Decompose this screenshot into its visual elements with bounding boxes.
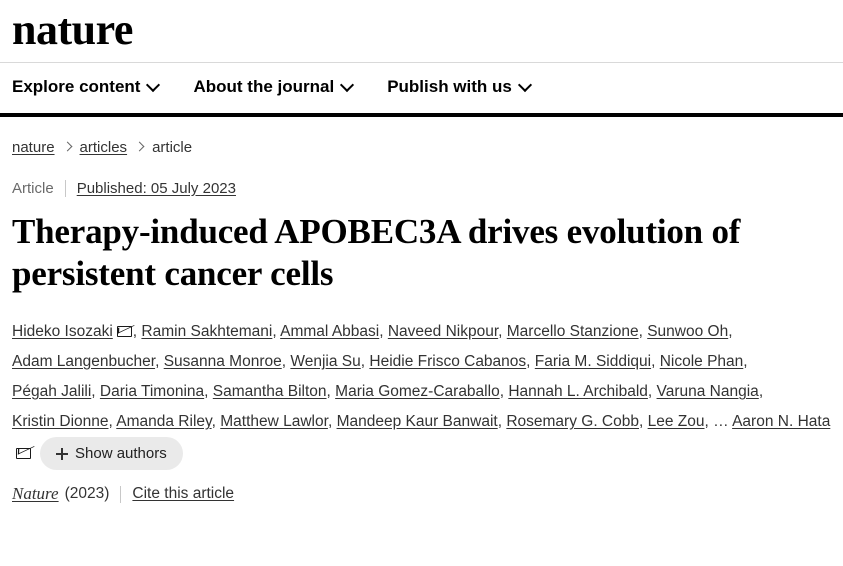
page-title: Therapy-induced APOBEC3A drives evolution of persistent cancer cells xyxy=(12,212,741,293)
cite-this-article-link[interactable]: Cite this article xyxy=(132,485,235,502)
author-link[interactable]: Amanda Riley xyxy=(116,413,212,430)
journal-year: (2023) xyxy=(64,485,110,502)
author-link[interactable]: Kristin Dionne xyxy=(12,413,109,430)
chevron-right-icon xyxy=(62,142,72,152)
author-link[interactable]: Maria Gomez-Caraballo xyxy=(335,383,500,400)
authors-ellipsis: … xyxy=(713,413,729,430)
author-link[interactable]: Pégah Jalili xyxy=(12,383,92,400)
published-date-link[interactable]: Published: 05 July 2023 xyxy=(76,180,236,197)
article-type-label: Article xyxy=(12,180,54,197)
breadcrumb-item-article: article xyxy=(152,139,193,156)
author-link[interactable]: Daria Timonina xyxy=(99,383,205,400)
chevron-down-icon xyxy=(148,80,159,91)
nav-item-about-the-journal[interactable] xyxy=(193,77,353,97)
main-navigation xyxy=(0,63,843,117)
author-link[interactable]: Heidie Frisco Cabanos xyxy=(369,353,527,370)
breadcrumb-item-articles[interactable]: articles xyxy=(79,139,128,156)
author-link[interactable]: Lee Zou xyxy=(647,413,705,430)
meta-divider xyxy=(65,180,66,197)
author-link[interactable]: Faria M. Siddiqui xyxy=(534,353,652,370)
author-link[interactable]: Varuna Nangia xyxy=(656,383,759,400)
chevron-down-icon xyxy=(342,80,353,91)
nature-logo[interactable]: nature xyxy=(12,5,133,54)
article-content xyxy=(0,117,843,504)
nav-item-publish-with-us[interactable] xyxy=(387,77,531,97)
chevron-down-icon xyxy=(520,80,531,91)
journal-name-link[interactable]: Nature xyxy=(12,484,59,503)
author-link[interactable]: Marcello Stanzione xyxy=(506,323,639,340)
journal-divider xyxy=(120,486,121,503)
show-authors-button[interactable] xyxy=(40,437,183,470)
author-link[interactable]: Rosemary G. Cobb xyxy=(506,413,639,430)
author-link[interactable]: Nicole Phan xyxy=(659,353,744,370)
envelope-icon[interactable] xyxy=(16,448,31,459)
author-link[interactable]: Adam Langenbucher xyxy=(12,353,156,370)
nav-item-explore-content[interactable] xyxy=(12,77,159,97)
author-link-last[interactable]: Aaron N. Hata xyxy=(732,413,831,430)
author-link[interactable]: Naveed Nikpour xyxy=(387,323,499,340)
nav-item-label: Explore content xyxy=(12,77,141,96)
masthead xyxy=(0,0,843,63)
author-link[interactable]: Wenjia Su xyxy=(290,353,361,370)
envelope-icon[interactable] xyxy=(117,326,132,337)
author-link[interactable]: Samantha Bilton xyxy=(212,383,327,400)
author-list: Hideko Isozaki , Ramin Sakhtemani, Ammal Abbasi, Naveed Nikpour, Marcello Stanzione, Sunwoo Oh, Adam Langenbucher, Susanna Monroe, Wenjia Su, Heidie Frisco Cabanos, Faria M. Siddiqui, Nicole Phan, Pégah Jalili, Daria Timonina, Samantha Bilton, Maria Gomez-Caraballo, Hannah L. Archibald, Varuna Nangia, Kristin Dionne, Amanda Riley, Matthew Lawlor, Mandeep Kaur Banwait, Rosemary G. Cobb, Lee Zou, … Aaron N. Hata Show authors xyxy=(12,317,831,470)
nav-item-label: Publish with us xyxy=(387,77,512,96)
breadcrumb-item-nature[interactable]: nature xyxy=(12,139,55,156)
journal-citation xyxy=(12,484,831,504)
author-link[interactable]: Matthew Lawlor xyxy=(220,413,328,430)
author-link[interactable]: Susanna Monroe xyxy=(163,353,282,370)
author-link[interactable]: Hideko Isozaki xyxy=(12,323,113,340)
plus-icon xyxy=(56,448,68,460)
author-link[interactable]: Ammal Abbasi xyxy=(280,323,380,340)
chevron-right-icon xyxy=(135,142,145,152)
show-authors-label: Show authors xyxy=(75,445,167,462)
author-link[interactable]: Hannah L. Archibald xyxy=(508,383,648,400)
author-link[interactable]: Ramin Sakhtemani xyxy=(141,323,273,340)
nav-item-label: About the journal xyxy=(193,77,335,96)
author-link[interactable]: Mandeep Kaur Banwait xyxy=(336,413,498,430)
breadcrumb xyxy=(12,139,831,156)
article-meta xyxy=(12,180,831,197)
author-link[interactable]: Sunwoo Oh xyxy=(647,323,729,340)
